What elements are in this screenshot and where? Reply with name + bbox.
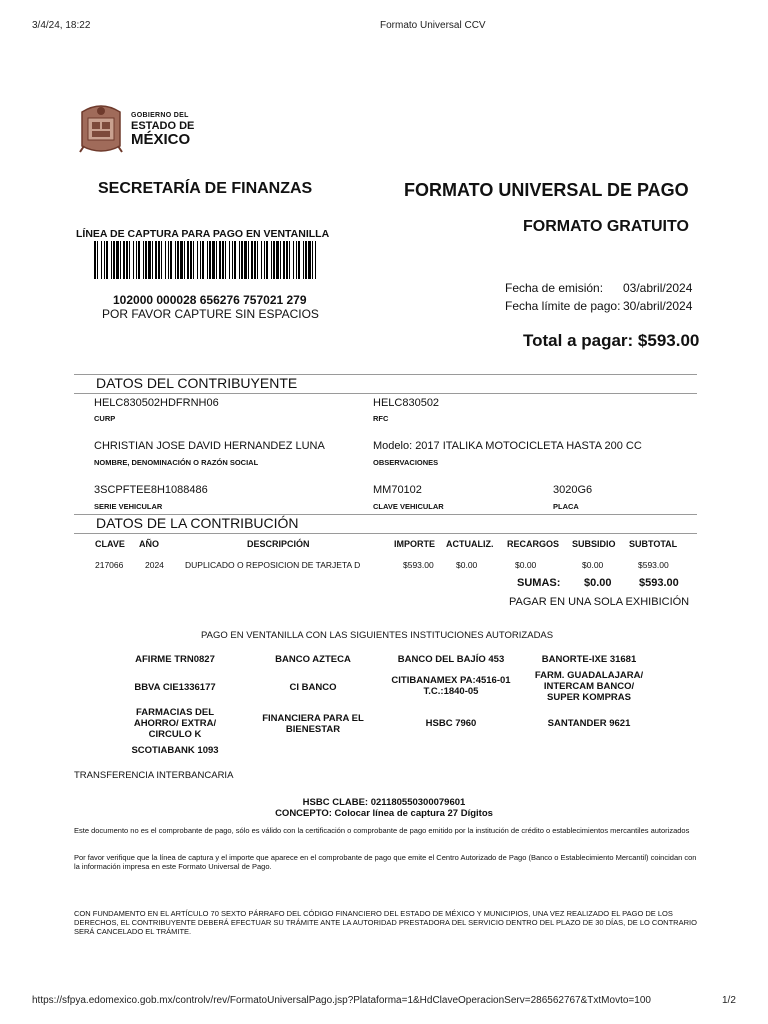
serie-vehicular-label: SERIE VEHICULAR	[94, 502, 163, 511]
barcode-bar	[138, 241, 140, 279]
barcode-bar	[222, 241, 224, 279]
col-header-clave: CLAVE	[95, 539, 125, 549]
barcode-bar	[177, 241, 179, 279]
barcode-bar	[190, 241, 192, 279]
barcode-bar	[293, 241, 294, 279]
observaciones-label: OBSERVACIONES	[373, 458, 439, 467]
barcode-bar	[106, 241, 108, 279]
barcode-bar	[202, 241, 204, 279]
bank-financiera-bienestar: FINANCIERA PARA EL BIENESTAR	[262, 713, 364, 735]
concepto-note: CONCEPTO: Colocar línea de captura 27 Dígitos	[275, 808, 493, 819]
nota-verificacion: Por favor verifique que la línea de captura y el importe que aparece en el comprobante de pago que emite el Centro Autorizado de Pago (Banco o Establecimiento Mercantil) coincidan con la información impresa en este Formato Universal de Pago.	[74, 853, 697, 871]
barcode-bar	[232, 241, 233, 279]
barcode-bar	[113, 241, 115, 279]
curp-label: CURP	[94, 414, 116, 423]
rfc-label: RFC	[373, 414, 389, 423]
barcode-bar	[152, 241, 153, 279]
nota-fundamento: CON FUNDAMENTO EN EL ARTÍCULO 70 SEXTO PÁRRAFO DEL CÓDIGO FINANCIERO DEL ESTADO DE MÉXICO Y MUNICIPIOS, UNA VEZ REALIZADO EL PAGO DE LOS DERECHOS, EL CONTRIBUYENTE DEBERÁ EFECTUAR SU TRÁMITE ANTE LA AUTORIDAD PRESTADORA DEL SERVICIO DENTRO DEL PLAZO DE 30 DÍAS, DE LO CONTRARIO SERÁ CANCELADO EL TRÁMITE.	[74, 909, 697, 936]
row-descripcion: DUPLICADO O REPOSICION DE TARJETA D	[185, 560, 361, 570]
barcode-bar	[123, 241, 125, 279]
barcode-bar	[296, 241, 297, 279]
placa-value: 3020G6	[553, 484, 593, 496]
barcode-bar	[308, 241, 311, 279]
divider	[74, 533, 697, 534]
row-actualiz: $0.00	[456, 560, 478, 570]
barcode-bar	[126, 241, 128, 279]
row-ano: 2024	[145, 560, 164, 570]
barcode-bar	[239, 241, 240, 279]
barcode-bar	[257, 241, 258, 279]
formato-gratuito-title: FORMATO GRATUITO	[523, 218, 689, 235]
barcode-bar	[170, 241, 172, 279]
logo-line1: GOBIERNO DEL	[131, 112, 189, 119]
formato-universal-title: FORMATO UNIVERSAL DE PAGO	[404, 180, 689, 200]
curp-value: HELC830502HDFRNH06	[94, 397, 219, 409]
barcode-bar	[187, 241, 189, 279]
barcode-bar	[175, 241, 176, 279]
capture-instruction: POR FAVOR CAPTURE SIN ESPACIOS	[102, 307, 319, 321]
barcode-bar	[289, 241, 290, 279]
barcode-bar	[248, 241, 249, 279]
col-header-actualiz: ACTUALIZ.	[446, 539, 494, 549]
print-page-number: 1/2	[722, 995, 736, 1006]
clave-vehicular-value: MM70102	[373, 484, 422, 496]
bank-hsbc: HSBC 7960	[425, 718, 477, 729]
serie-vehicular-value: 3SCPFTEE8H1088486	[94, 484, 208, 496]
barcode-bar	[303, 241, 304, 279]
barcode-bar	[101, 241, 102, 279]
fecha-emision-label: Fecha de emisión:	[505, 281, 604, 295]
col-header-recargos: RECARGOS	[507, 539, 560, 549]
barcode-bar	[111, 241, 112, 279]
barcode-bar	[216, 241, 217, 279]
barcode-bar	[207, 241, 208, 279]
barcode-bar	[234, 241, 236, 279]
barcode-bar	[120, 241, 121, 279]
sumas-subtotal: $593.00	[639, 577, 679, 589]
barcode-bar	[315, 241, 316, 279]
nombre-value: CHRISTIAN JOSE DAVID HERNANDEZ LUNA	[94, 440, 325, 452]
barcode-bar	[158, 241, 160, 279]
bank-scotiabank: SCOTIABANK 1093	[131, 745, 219, 756]
col-header-subsidio: SUBSIDIO	[572, 539, 616, 549]
sumas-label: SUMAS:	[517, 577, 561, 589]
barcode-bar	[225, 241, 226, 279]
barcode-bar	[94, 241, 96, 279]
sumas-subsidio: $0.00	[584, 577, 612, 589]
bank-santander: SANTANDER 9621	[547, 718, 631, 729]
barcode-bar	[148, 241, 151, 279]
logo-text	[131, 110, 194, 147]
barcode-bar	[136, 241, 137, 279]
barcode-bar	[97, 241, 98, 279]
barcode-bar	[276, 241, 279, 279]
barcode-bar	[184, 241, 185, 279]
fecha-limite-label: Fecha límite de pago:	[505, 299, 621, 313]
barcode-bar	[145, 241, 147, 279]
observaciones-value: Modelo: 2017 ITALIKA MOTOCICLETA HASTA 200 CC	[373, 440, 642, 452]
row-importe: $593.00	[403, 560, 434, 570]
barcode-bar	[200, 241, 201, 279]
barcode-bar	[273, 241, 275, 279]
barcode-bar	[193, 241, 194, 279]
instituciones-title: PAGO EN VENTANILLA CON LAS SIGUIENTES INSTITUCIONES AUTORIZADAS	[201, 630, 554, 641]
contribuyente-section-title: DATOS DEL CONTRIBUYENTE	[96, 375, 298, 391]
barcode-bar	[168, 241, 169, 279]
barcode-bar	[244, 241, 247, 279]
row-clave: 217066	[95, 560, 124, 570]
barcode-bar	[155, 241, 157, 279]
barcode-bar	[280, 241, 281, 279]
barcode-bar	[312, 241, 313, 279]
bank-bajio: BANCO DEL BAJÍO 453	[397, 654, 505, 665]
fecha-emision-value: 03/abril/2024	[623, 281, 693, 295]
secretaria-title: SECRETARÍA DE FINANZAS	[98, 180, 313, 197]
hsbc-clabe: HSBC CLABE: 021180550300079601	[302, 797, 466, 808]
bank-farm-guadalajara: FARM. GUADALAJARA/ INTERCAM BANCO/ SUPER KOMPRAS	[534, 670, 644, 703]
barcode-bar	[264, 241, 265, 279]
barcode-bar	[266, 241, 268, 279]
barcode	[94, 241, 316, 279]
barcode-bar	[286, 241, 288, 279]
barcode-bar	[261, 241, 262, 279]
exhibicion-note: PAGAR EN UNA SOLA EXHIBICIÓN	[509, 596, 690, 608]
transferencia-title: TRANSFERENCIA INTERBANCARIA	[74, 770, 234, 781]
logo-line2: ESTADO DE	[131, 120, 195, 132]
placa-label: PLACA	[553, 502, 579, 511]
row-subtotal: $593.00	[638, 560, 669, 570]
barcode-bar	[251, 241, 253, 279]
barcode-bar	[283, 241, 285, 279]
bank-citibanamex: CITIBANAMEX PA:4516-01 T.C.:1840-05	[391, 675, 511, 697]
clave-vehicular-label: CLAVE VEHICULAR	[373, 502, 444, 511]
barcode-bar	[197, 241, 198, 279]
print-datetime: 3/4/24, 18:22	[32, 20, 91, 31]
rfc-value: HELC830502	[373, 397, 440, 409]
barcode-bar	[161, 241, 162, 279]
contribucion-section-title: DATOS DE LA CONTRIBUCIÓN	[96, 515, 299, 531]
barcode-bar	[305, 241, 307, 279]
barcode-bar	[271, 241, 272, 279]
bank-afirme: AFIRME TRN0827	[135, 654, 215, 665]
barcode-bar	[133, 241, 134, 279]
barcode-bar	[180, 241, 183, 279]
col-header-ano: AÑO	[139, 539, 159, 549]
row-subsidio: $0.00	[582, 560, 604, 570]
gobierno-logo	[78, 102, 208, 154]
print-page-title: Formato Universal CCV	[380, 20, 486, 31]
col-header-importe: IMPORTE	[394, 539, 436, 549]
barcode-bar	[241, 241, 243, 279]
barcode-bar	[116, 241, 119, 279]
barcode-bar	[229, 241, 230, 279]
barcode-bar	[254, 241, 256, 279]
bank-bbva: BBVA CIE1336177	[134, 682, 216, 693]
barcode-bar	[143, 241, 144, 279]
col-header-subtotal: SUBTOTAL	[629, 539, 678, 549]
bank-cibanco: CI BANCO	[289, 682, 337, 693]
barcode-bar	[298, 241, 300, 279]
linea-captura-label: LÍNEA DE CAPTURA PARA PAGO EN VENTANILLA	[76, 228, 330, 240]
logo-line3: MÉXICO	[131, 131, 191, 148]
linea-captura-number: 102000 000028 656276 757021 279	[113, 293, 307, 307]
barcode-bar	[104, 241, 105, 279]
barcode-bar	[129, 241, 130, 279]
bank-azteca: BANCO AZTECA	[275, 654, 351, 665]
fecha-limite-value: 30/abril/2024	[623, 299, 693, 313]
nota-comprobante: Este documento no es el comprobante de pago, sólo es válido con la certificación o comprobante de pago emitido por la institución de crédito o establecimientos mercantiles autorizados	[74, 826, 690, 835]
divider	[74, 393, 697, 394]
barcode-bar	[165, 241, 166, 279]
nombre-label: NOMBRE, DENOMINACIÓN O RAZÓN SOCIAL	[94, 458, 259, 467]
bank-banorte: BANORTE-IXE 31681	[541, 654, 637, 665]
col-header-descripcion: DESCRIPCIÓN	[247, 539, 310, 549]
barcode-bar	[212, 241, 215, 279]
print-url[interactable]: https://sfpya.edomexico.gob.mx/controlv/rev/FormatoUniversalPago.jsp?Plataforma=1&HdClaveOperacionServ=286562767&TxtMovto=100	[32, 995, 651, 1006]
barcode-bar	[219, 241, 221, 279]
estado-mexico-crest-icon	[78, 102, 124, 154]
barcode-bar	[209, 241, 211, 279]
row-recargos: $0.00	[515, 560, 537, 570]
bank-farmacias-ahorro: FARMACIAS DEL AHORRO/ EXTRA/ CIRCULO K	[133, 707, 217, 740]
total-a-pagar: Total a pagar: $593.00	[523, 331, 700, 350]
